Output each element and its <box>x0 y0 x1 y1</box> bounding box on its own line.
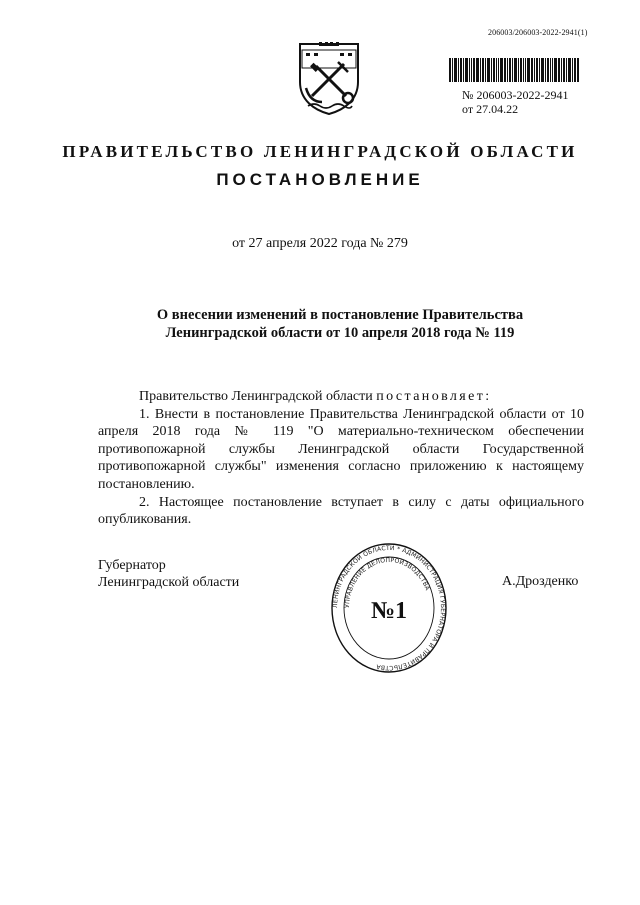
subject-line-1: О внесении изменений в постановление Правительства <box>156 307 524 323</box>
coat-of-arms-icon <box>294 40 364 116</box>
stamp-outer-text: ЛЕНИНГРАДСКОЙ ОБЛАСТИ * АДМИНИСТРАЦИЯ ГУБЕРНАТОРА И ПРАВИТЕЛЬСТВА <box>331 544 447 672</box>
registration-block <box>462 88 568 116</box>
position-line-2: Ленинградской области <box>98 575 240 590</box>
registration-date: от 27.04.22 <box>462 102 519 116</box>
intro-paragraph <box>98 388 584 406</box>
subject-line-2: Ленинградской области от 10 апреля 2018 года № 119 <box>165 325 515 341</box>
top-reference: 206003/206003-2022-2941(1) <box>488 28 588 37</box>
stamp-inner-text: УПРАВЛЕНИЕ ДЕЛОПРОИЗВОДСТВА <box>343 556 431 609</box>
stamp-number: №1 <box>370 598 408 624</box>
signatory-position <box>98 557 239 591</box>
registration-number: № 206003-2022-2941 <box>462 88 569 102</box>
position-line-1: Губернатор <box>98 558 166 573</box>
item-1: 1. Внести в постановление Правительства Ленинградской области от 10 апреля 2018 года № 119 "О материально-техническом обеспечении противопожарной службы Ленинградской области Государственной противопожарной службы" изменения согласно приложению к настоящему постановлению. <box>98 406 584 492</box>
signatory-name: А.Дрозденко <box>502 574 579 589</box>
barcode-icon <box>449 58 579 82</box>
intro-decree-word: постановляет: <box>376 389 492 404</box>
document-subject <box>0 306 640 342</box>
document-body <box>98 388 584 529</box>
document-date-number: от 27 апреля 2022 года № 279 <box>232 236 408 251</box>
official-stamp <box>331 542 447 674</box>
item-2: 2. Настоящее постановление вступает в силу с даты официального опубликования. <box>98 494 584 528</box>
government-title: ПРАВИТЕЛЬСТВО ЛЕНИНГРАДСКОЙ ОБЛАСТИ <box>62 142 578 161</box>
intro-prefix: Правительство Ленинградской области <box>139 389 373 404</box>
document-type: ПОСТАНОВЛЕНИЕ <box>216 170 424 189</box>
